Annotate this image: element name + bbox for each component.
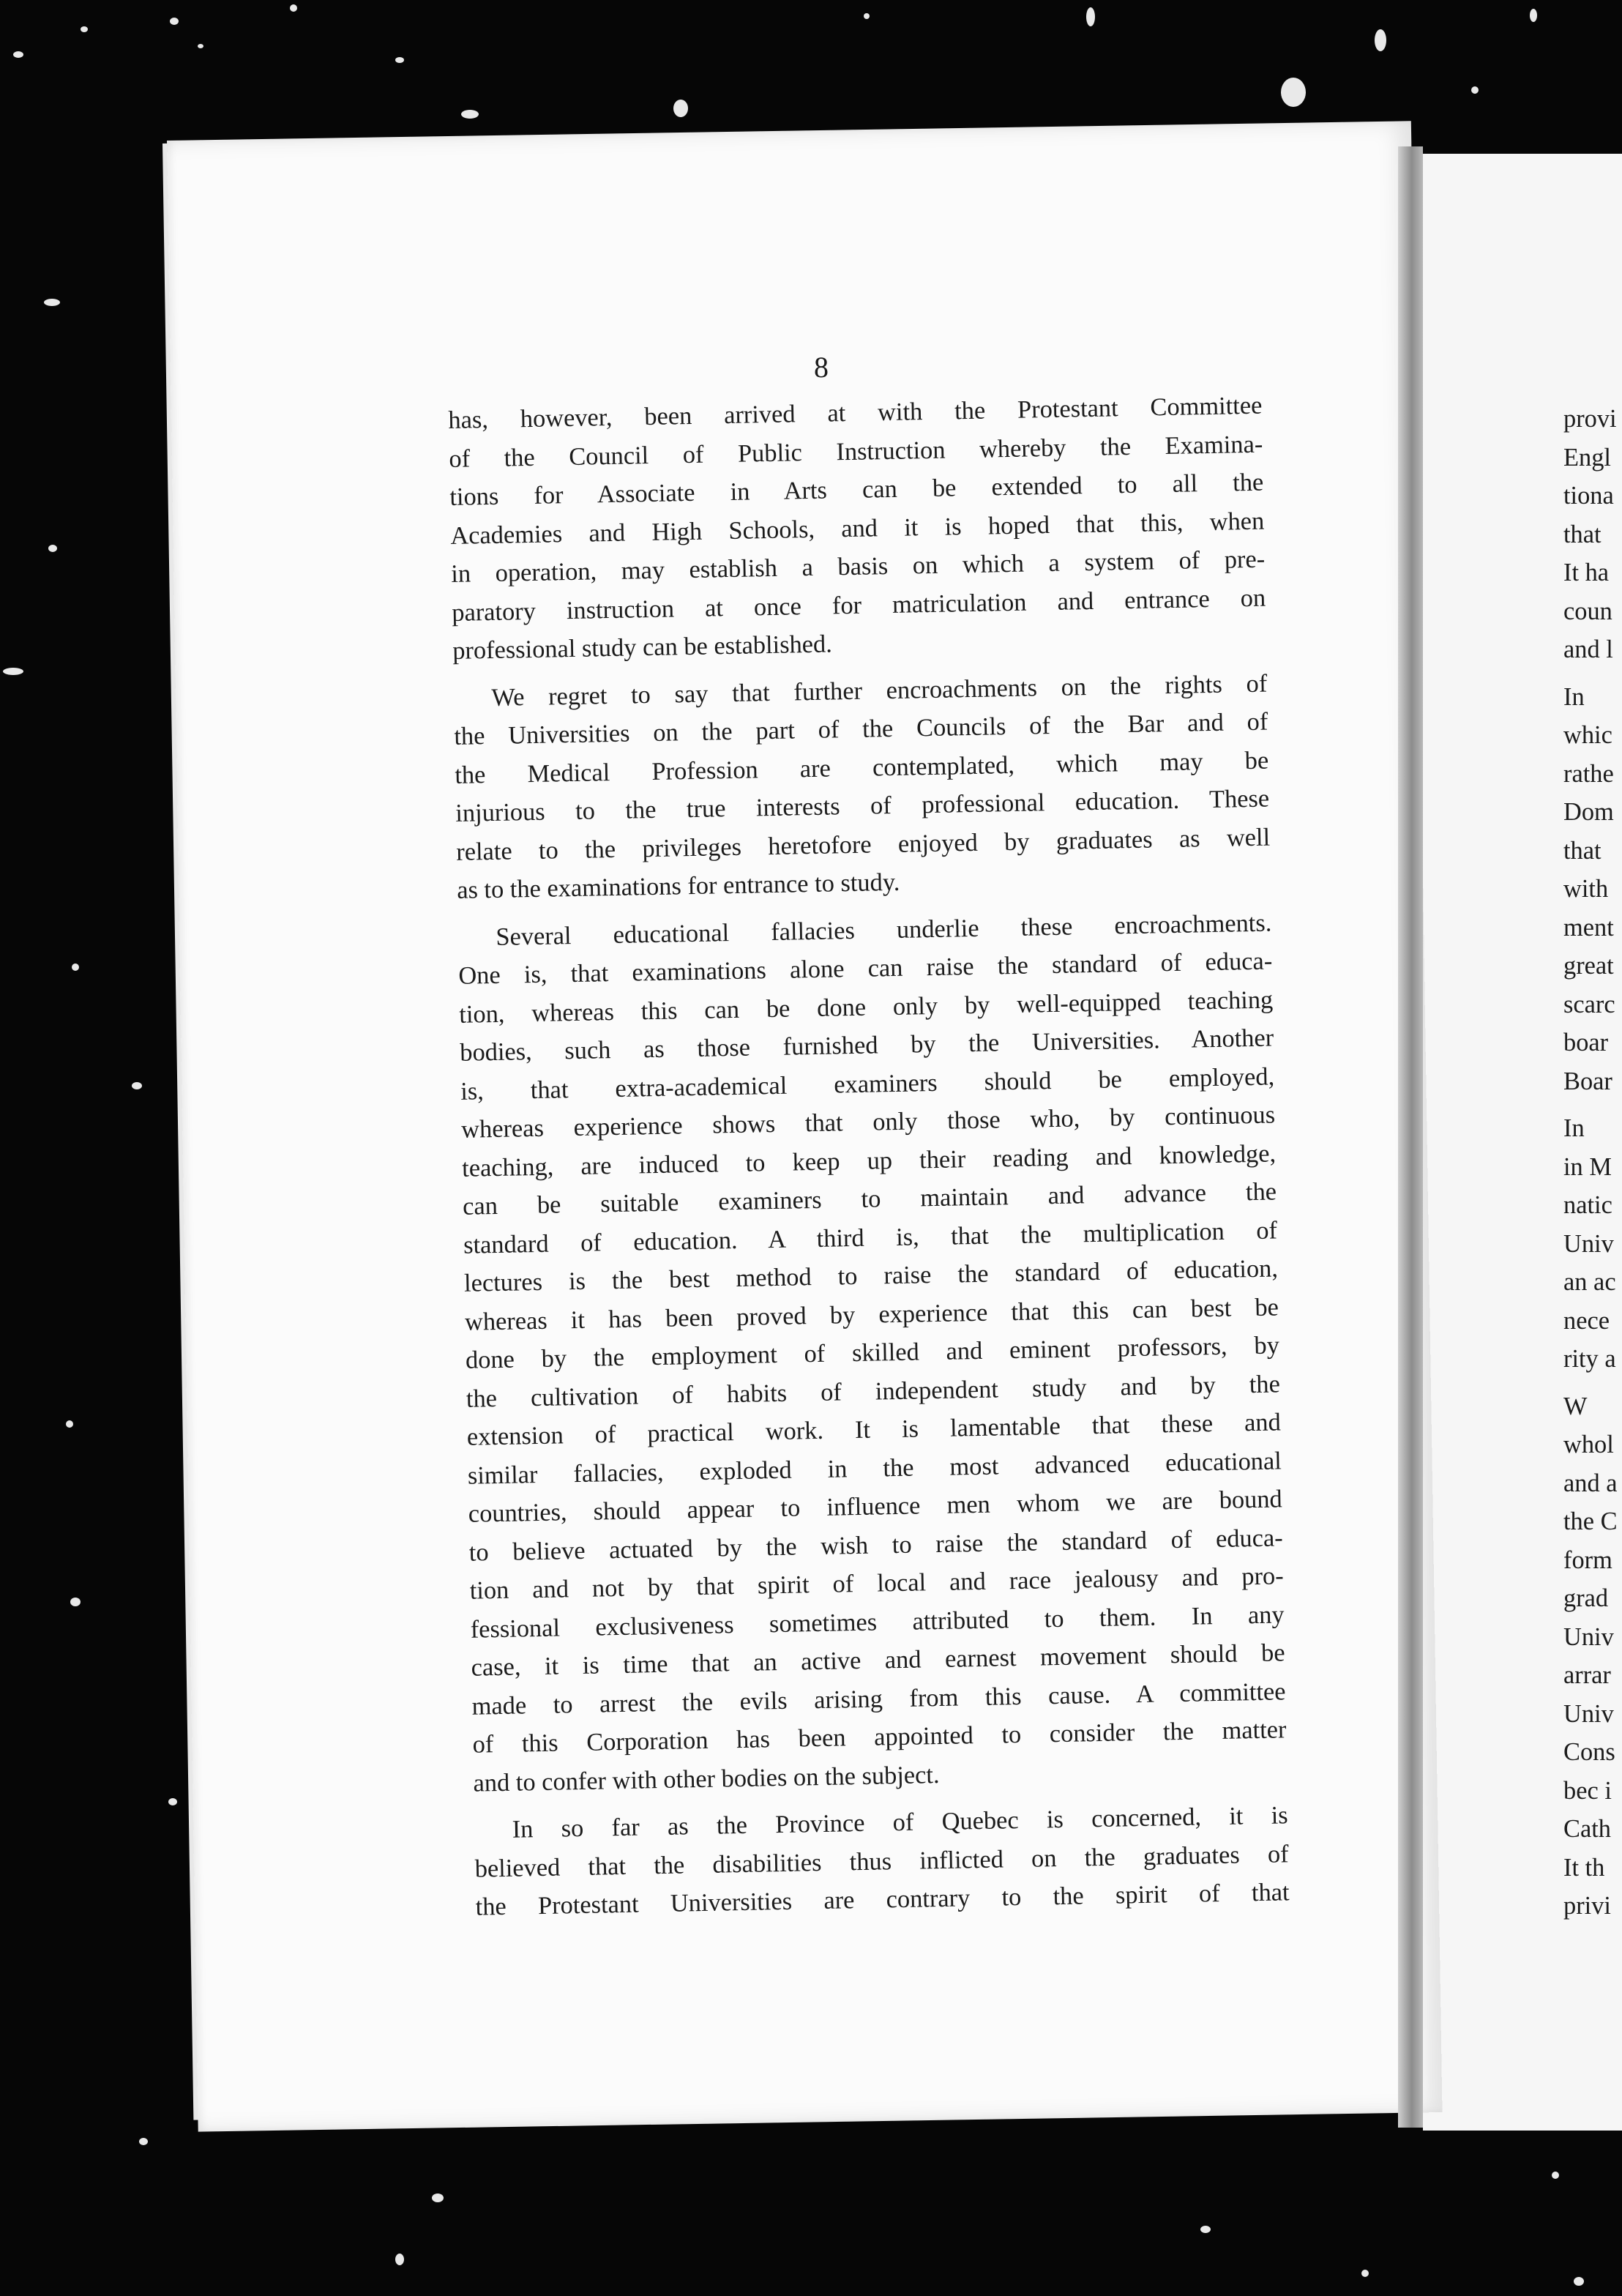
dust-speck xyxy=(1375,29,1386,51)
facing-page-text-fragments xyxy=(1563,400,1622,1926)
dust-speck xyxy=(3,668,23,675)
dust-speck xyxy=(13,51,23,58)
text-fragment: Boar xyxy=(1563,1067,1612,1095)
text-fragment: in M xyxy=(1563,1152,1612,1181)
text-line: of the Council of Public Instruction whereby the Examina- xyxy=(449,430,1263,473)
text-line: in operation, may establish a basis on which a system of pre- xyxy=(450,545,1266,588)
text-fragment: the C xyxy=(1563,1507,1618,1535)
text-line: teaching, are induced to keep up their reading and knowledge, xyxy=(461,1138,1277,1182)
text-fragment: tiona xyxy=(1563,482,1614,510)
text-fragment: that xyxy=(1563,520,1602,548)
text-fragment: Engl xyxy=(1563,443,1611,471)
page-body-text xyxy=(448,387,1290,1927)
text-line: is, that extra-academical examiners should be employed, xyxy=(460,1062,1275,1106)
text-fragment: Cath xyxy=(1563,1815,1611,1843)
text-line: countries, should appear to influence men whom we are bound xyxy=(468,1485,1283,1528)
dust-speck xyxy=(70,1598,81,1606)
text-line: can be suitable examiners to maintain and advance the xyxy=(462,1177,1277,1220)
dust-speck xyxy=(1086,7,1095,26)
text-fragment: rathe xyxy=(1563,759,1614,788)
text-line: whereas it has been proved by experience that this can best be xyxy=(464,1292,1279,1336)
text-fragment: It ha xyxy=(1563,559,1610,586)
dust-speck xyxy=(432,2194,444,2202)
dust-speck xyxy=(139,2138,148,2145)
text-fragment: rity a xyxy=(1563,1345,1616,1373)
dust-speck xyxy=(132,1082,142,1089)
dust-speck xyxy=(170,18,179,25)
dust-speck xyxy=(72,963,79,971)
text-fragment: privi xyxy=(1563,1892,1611,1920)
text-line: the cultivation of habits of independent study and by the xyxy=(466,1369,1281,1413)
text-line: professional study can be established. xyxy=(452,630,833,665)
text-fragment: boar xyxy=(1563,1029,1609,1056)
text-line: tion and not by that spirit of local and race jealousy and pro- xyxy=(469,1562,1284,1605)
dust-speck xyxy=(395,2254,404,2265)
text-fragment: whol xyxy=(1563,1431,1614,1458)
dust-speck xyxy=(673,100,688,117)
dust-speck xyxy=(81,26,88,32)
text-fragment: great xyxy=(1563,952,1614,980)
text-fragment: form xyxy=(1563,1546,1612,1574)
dust-speck xyxy=(461,110,479,119)
dust-speck xyxy=(395,57,404,63)
dust-speck xyxy=(1281,78,1306,107)
text-line: believed that the disabilities thus inflicted on the graduates of xyxy=(474,1839,1289,1883)
text-fragment: arrar xyxy=(1563,1661,1611,1689)
text-fragment: Univ xyxy=(1563,1622,1614,1651)
text-fragment: In xyxy=(1563,1114,1585,1142)
dust-speck xyxy=(198,44,203,48)
dust-speck xyxy=(48,545,57,552)
text-line: has, however, been arrived at with the Protestant Committee xyxy=(448,391,1263,434)
dust-speck xyxy=(44,299,60,306)
text-line: We regret to say that further encroachments on the rights of xyxy=(491,669,1268,712)
text-line: paratory instruction at once for matriculation and entrance on xyxy=(451,584,1266,627)
dust-speck xyxy=(168,1798,177,1805)
text-fragment: W xyxy=(1563,1392,1588,1420)
page-number: 8 xyxy=(814,351,829,384)
text-fragment: nece xyxy=(1563,1306,1610,1335)
text-fragment: an ac xyxy=(1563,1268,1616,1296)
text-line: as to the examinations for entrance to study. xyxy=(456,868,900,904)
text-fragment: bec i xyxy=(1563,1776,1612,1805)
text-line: similar fallacies, exploded in the most advanced educational xyxy=(467,1446,1282,1490)
text-line: lectures is the best method to raise the standard of education, xyxy=(463,1254,1279,1297)
dust-speck xyxy=(66,1420,73,1428)
text-fragment: It th xyxy=(1563,1853,1605,1882)
text-line: bodies, such as those furnished by the Universities. Another xyxy=(459,1024,1274,1067)
text-line: the Protestant Universities are contrary to the spirit of that xyxy=(475,1878,1290,1921)
text-line: Academies and High Schools, and it is hoped that this, when xyxy=(450,507,1265,550)
text-line: standard of education. A third is, that the multiplication of xyxy=(463,1215,1278,1259)
text-line: Several educational fallacies underlie these encroachments. xyxy=(496,909,1272,951)
text-fragment: and a xyxy=(1563,1469,1618,1497)
text-fragment: and l xyxy=(1563,636,1613,663)
text-line: case, it is time that an active and earnest movement should be xyxy=(471,1639,1285,1682)
dust-speck xyxy=(1530,9,1537,22)
text-line: and to confer with other bodies on the subject. xyxy=(473,1760,940,1797)
text-line: One is, that examinations alone can raise the standard of educa- xyxy=(458,947,1273,990)
text-line: the Universities on the part of the Councils of the Bar and of xyxy=(454,707,1268,750)
text-line: to believe actuated by the wish to raise the standard of educa- xyxy=(468,1523,1283,1567)
text-line: extension of practical work. It is lamentable that these and xyxy=(466,1408,1282,1451)
text-line: whereas experience shows that only those who, by continuous xyxy=(460,1100,1276,1144)
text-line: fessional exclusiveness sometimes attributed to them. In any xyxy=(470,1600,1285,1644)
text-fragment: ment xyxy=(1563,913,1614,942)
text-fragment: Dom xyxy=(1563,798,1614,826)
dust-speck xyxy=(864,13,870,19)
text-line: tions for Associate in Arts can be extended to all the xyxy=(449,468,1264,511)
book-gutter xyxy=(1398,146,1423,2128)
dust-speck xyxy=(1361,2270,1369,2277)
text-fragment: natic xyxy=(1563,1191,1612,1219)
text-line: of this Corporation has been appointed to consider the matter xyxy=(472,1715,1287,1759)
text-line: injurious to the true interests of professional education. These xyxy=(455,784,1270,827)
dust-speck xyxy=(1200,2226,1211,2233)
text-fragment: with xyxy=(1563,875,1609,903)
text-fragment: Cons xyxy=(1563,1738,1615,1766)
text-fragment: provi xyxy=(1563,405,1617,433)
text-fragment: Univ xyxy=(1563,1699,1614,1728)
text-fragment: Univ xyxy=(1563,1229,1614,1258)
text-fragment: that xyxy=(1563,836,1602,865)
text-fragment: whic xyxy=(1563,721,1612,749)
text-line: relate to the privileges heretofore enjoyed by graduates as well xyxy=(455,823,1271,866)
text-fragment: coun xyxy=(1563,597,1612,625)
text-line: done by the employment of skilled and eminent professors, by xyxy=(465,1331,1280,1374)
dust-speck xyxy=(290,4,297,12)
dust-speck xyxy=(1574,2277,1584,2286)
text-fragment: In xyxy=(1563,682,1585,711)
dust-speck xyxy=(1552,2172,1559,2179)
text-fragment: grad xyxy=(1563,1584,1609,1612)
text-line: tion, whereas this can be done only by well-equipped teaching xyxy=(458,985,1274,1029)
dust-speck xyxy=(1471,86,1479,94)
text-line: made to arrest the evils arising from this cause. A committee xyxy=(471,1677,1286,1721)
text-fragment: scarc xyxy=(1563,990,1615,1018)
text-line: the Medical Profession are contemplated, which may be xyxy=(455,746,1269,789)
text-line: In so far as the Province of Quebec is concerned, it is xyxy=(512,1801,1288,1844)
